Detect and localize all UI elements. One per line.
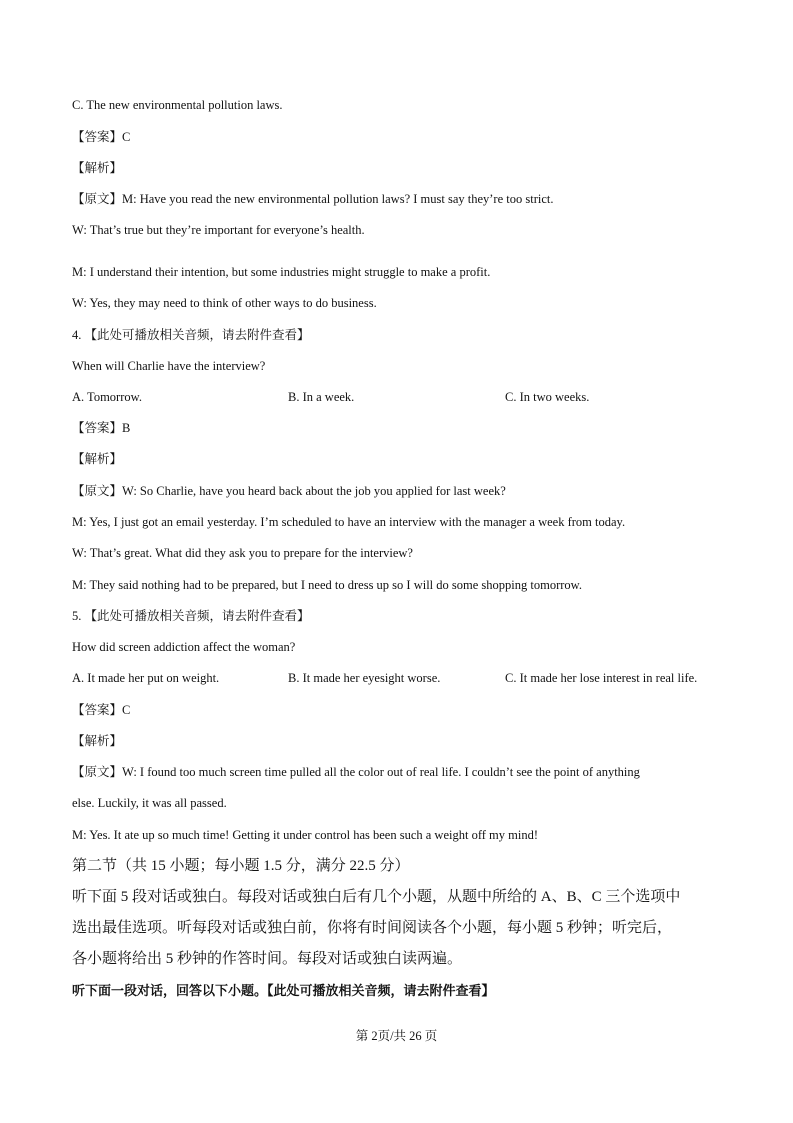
q4-option-c: C. In two weeks. [505,390,590,404]
q4-original-4: M: They said nothing had to be prepared, but I need to dress up so I will do some shopping tomorrow. [72,578,582,592]
q4-number: 4. 【此处可播放相关音频，请去附件查看】 [72,328,310,342]
q5-original-1: 【原文】W: I found too much screen time pulled all the color out of real life. I couldn’t see the point of anything [72,765,640,779]
q5-original-2: M: Yes. It ate up so much time! Getting it under control has been such a weight off my mind! [72,828,539,842]
q4-original-1: 【原文】W: So Charlie, have you heard back about the job you applied for last week? [72,484,506,498]
q4-question: When will Charlie have the interview? [72,359,266,373]
q3-original-1: 【原文】M: Have you read the new environmental pollution laws? I must say they’re too strict. [72,192,554,206]
q3-answer: 【答案】C [72,130,131,144]
q4-original-3: W: That’s great. What did they ask you to prepare for the interview? [72,546,413,560]
q3-original-4: W: Yes, they may need to think of other ways to do business. [72,296,377,310]
q4-option-a: A. Tomorrow. [72,390,142,404]
section2-instruction-3: 各小题将给出 5 秒钟的作答时间。每段对话或独白读两遍。 [72,951,463,967]
q5-original-1b: else. Luckily, it was all passed. [72,796,227,810]
q4-original-2: M: Yes, I just got an email yesterday. I’m scheduled to have an interview with the manager a week from today. [72,515,626,529]
q4-option-b: B. In a week. [288,390,355,404]
q5-option-c: C. It made her lose interest in real life. [505,671,698,685]
page-footer: 第 2页/共 26 页 [355,1029,438,1043]
q3-original-2: W: That’s true but they’re important for everyone’s health. [72,223,365,237]
q4-analysis: 【解析】 [72,452,123,466]
q4-answer: 【答案】B [72,421,131,435]
q5-question: How did screen addiction affect the woman? [72,640,296,654]
q5-option-b: B. It made her eyesight worse. [288,671,441,685]
section2-prompt: 听下面一段对话，回答以下小题。【此处可播放相关音频，请去附件查看】 [72,983,495,998]
q3-option-c: C. The new environmental pollution laws. [72,98,283,112]
q5-option-a: A. It made her put on weight. [72,671,220,685]
q3-analysis: 【解析】 [72,161,123,175]
section2-heading: 第二节（共 15 小题；每小题 1.5 分，满分 22.5 分） [72,858,410,874]
section2-instruction-1: 听下面 5 段对话或独白。每段对话或独白后有几个小题，从题中所给的 A、B、C 三个选项中 [72,889,681,905]
q5-number: 5. 【此处可播放相关音频，请去附件查看】 [72,609,310,623]
q3-original-3: M: I understand their intention, but some industries might struggle to make a profit. [72,265,491,279]
q5-analysis: 【解析】 [72,734,123,748]
q5-answer: 【答案】C [72,703,131,717]
section2-instruction-2: 选出最佳选项。听每段对话或独白前，你将有时间阅读各个小题，每小题 5 秒钟；听完后， [72,920,673,936]
